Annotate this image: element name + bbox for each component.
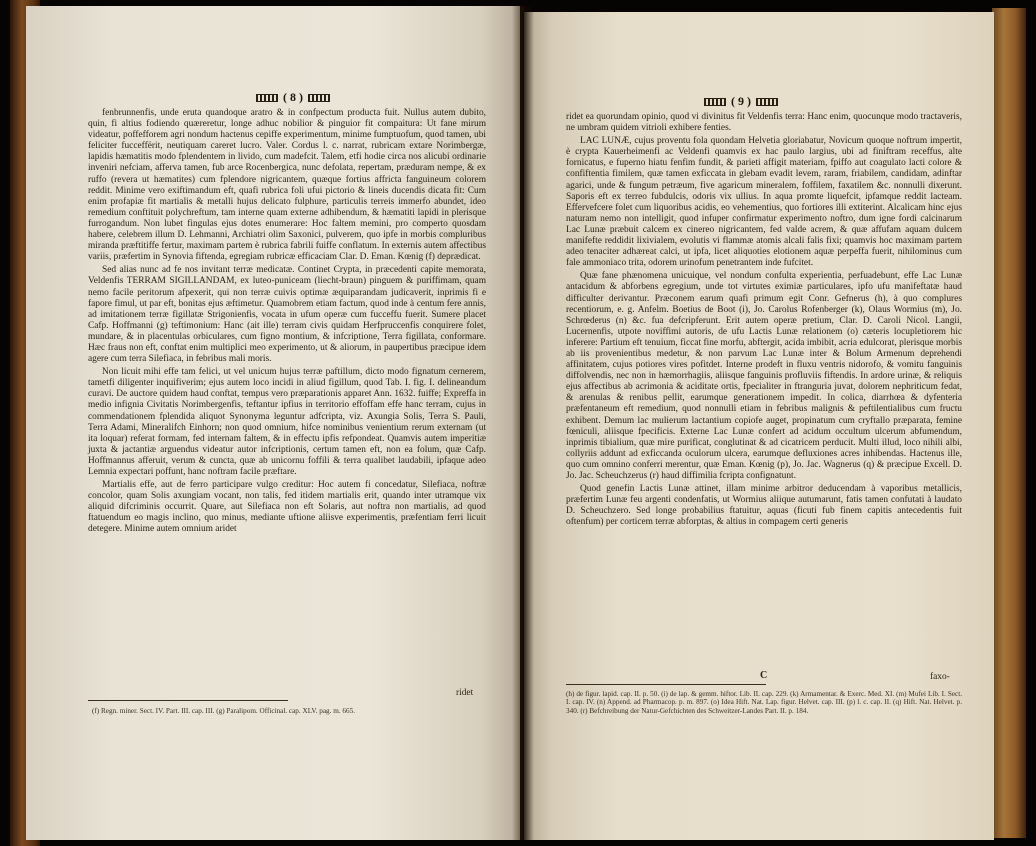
right-page-number: ( 9 ) [731,94,751,108]
ornament-icon [256,94,278,102]
right-page-body [566,112,962,684]
paragraph: fenbrunnenfis, unde eruta quandoque aratro & in confpectum producta fuit. Nullus autem dubito, quin, fi altius fodiendo quæreretur, longe adhuc nobilior & pinguior fit compaitura: Ut fane mirum videatur, poffefforem agri nondum hactenus cepiffe experimentum, minime fumptuofum, quod tamen, ubi feliciter fucceffërit, neutiquam careret lucro. Valer. Cordus l. c. narrat, rubricam extare Norimbergæ, lapidis hæmatitis modo fplendentem in livido, cum madefcit. Talem, etfi hodie circa nos alicubi ordinarie inveniri nefciam, afferva tamen, fub arce Rocenbergica, nunc defolata, repertam, præduram nempe, & ex ruffo (revera ut hæmatites) cum fplendore nigricantem, quæque fortius affricta fanguineum colorem reddit. Minime vero exiftimandum eft, quafi rubrica foli ufui pictorio & lineis ducendis dicata fit: Cum enim profapiæ fit martialis & metalli hujus delicato fulphure, particulis terreis immerfo abundet, ideo remedium conftituit polychreftum, tam interne quam externe adhibendum, & hæmatiti lapidi in plerisque furrogandum. Non lubet fingulas ejus dotes enumerare: Hoc faltem memini, pro comperto quosdam habere, celebrem illum D. Lehmanni, Archiatri olim Saxonici, pulverem, quo ipfe in morbis compluribus miranda præftitiffe fertur, maximam partem è rubrica fabrili fuiffe conflatum. In externis autem affectibus variis, præfertim in Synovia fiftenda, egregiam rubricæ efficaciam Clar. D. Eman. Kœnig (f) deprædicat. [88,108,486,263]
left-page-header [256,90,330,105]
left-page-body [88,108,486,698]
footnote-rule [566,684,766,685]
paragraph: Non licuit mihi effe tam felici, ut vel unicum hujus terræ paftillum, dicto modo fignatum cernerem, tametfi diligenter inquifiverim; ejus autem loco incidi in aliud figillum, quod Tab. I. fig. I. delineandum curavi. De auctore quidem haud conftat, tempus vero præparationis apparet Ann. 1632. fuiffe; Expreffa in medio infignia Civitatis Norimbergenfis, teftantur ipfius in territorio effoffam effe hanc terram, cujus in commendationem fplendida aliquot Synonyma leguntur adfcripta, viz. Axungia Solis, Terra S. Pauli, Terra Adami, Mineralifch Einhorn; non quod omnium, hifce nominibus venientium rerum externam (ut ita loquar) referat formam, fed internam faltem, & in effectu ipfis refpondeat. Quamvis autem imperitiæ juxta & jactantiæ arguendus videatur autor infcriptionis, certum tamen eft, non ea folum, quæ Cafp. Hoffmannus afferuit, verum & cuncta, quæ ab unicornu foffili & terra qualibet laudabili, ipfaque adeo Lemnia expectari poffunt, hanc noftram facile præftare. [88,367,486,477]
ornament-icon [756,98,778,106]
footnote-rule [88,700,288,701]
right-page-header [704,94,778,109]
right-cover-edge [992,8,1026,838]
paragraph: LAC LUNÆ, cujus proventu fola quondam Helvetia gloriabatur, Novicum quoque noftrum impertit, è crypta Kauerheimenfi ac Veldenfi quamvis ex hac paulo largius, ubi ad finiftram receffus, alte fornicatus, e fuperno hiatu fenfim fundit, & parieti affigit materiam, fpiffo aut coagulato lacti colore & confiftentia fimilem, quæ tamen exficcata in glebam evadit levem, raram, friabilem, candidam, adinftar agarici, unde & fungum petræum, five agaricum mineralem, foffilem, faxatilem &c. nonnulli dixerunt. Saporis eft ex terreo fubdulcis, odoris vix ullius. In aqua promte liquefcit, ipfamque reddit lacteam. Effervefcere folet cum liquoribus acidis, eo vehementius, quo fortiores illi extiterint. Alcalicam hinc ejus naturam nemo non intelligit, quod infuper confirmatur experimento noftro, dum igne fordi calcinarum Lac Lunæ præbuit calcem ex cinereo nigricantem, fed valde acrem, & quæ affufam aquam dulcem manifefte reddidit lixivialem, evolutis vi flammæ atomis alcali falis fixi; quamvis hoc maximam partem adeo tenaciter adhæreat calci, ut ipfa, licet aliquoties elotionem aquæ perpeffa fuerit, nihilominus cum fale ammoniaco trita, odorem urinofum penetrantem inde fufcitet. [566,136,962,269]
right-catchword: faxo- [930,672,950,682]
book-gutter-shadow [512,6,534,840]
paragraph: Quod genefin Lactis Lunæ attinet, illam minime arbitror deducendam à vaporibus metallicis, præfertim Lunæ feu argenti condenfatis, ut Wormius aliique autumarunt, fatis tamen confutati à laudato D. Scheuchzero. Sed longe probabilius ftatuitur, aquas (ficuti fub finem capitis antecedentis fuit oftenfum) per corticem terræ abforptas, & altius in compagem certi generis [566,484,962,528]
ornament-icon [704,98,726,106]
paragraph: ridet ea quorundam opinio, quod vi divinitus fit Veldenfis terra: Hanc enim, quocunque modo tractaveris, ne umbram quidem vitrioli exhibere fenties. [566,112,962,134]
paragraph: Sed alias nunc ad fe nos invitant terræ medicatæ. Continet Crypta, in præcedenti capite memorata, Veldenfis TERRAM SIGILLANDAM, ex luteo-puniceam (liecht-braun) pinguem & puriffimam, quam nemo facile peritorum afpexerit, qui non terræ cuivis optimæ æquiparandam judicaverit, inprimis fi e fapore fimul, ut par eft, bonitas ejus æftimetur. Quamobrem etiam factum, quod inde à centum fere annis, ad imitationem terræ figillatæ Strigonienfis, vocata in ufum operæ cum fucceffu fuerit. Sumere placet Cafp. Hoffmanni (g) teftimonium: Hanc (ait ille) terram civis quidam Herfpruccenfis conquirere folet, mundare, & in placentulas orbiculares, cum figno montium, & infcriptione, Terra figillata, conformare. Hæc fraus non eft, conftat enim multiplici meo experimento, ut & aliorum, in paupertibus præcipue idem agere cum terra Silefiaca, in febribus mali moris. [88,265,486,365]
signature-mark: C [760,670,768,681]
left-footnotes: (f) Regn. miner. Sect. IV. Part. III. cap. III. (g) Paralipom. Officinal. cap. XLV. pag. m. 665. [92,707,356,715]
paragraph: Martialis effe, aut de ferro participare vulgo creditur: Hoc autem fi concedatur, Silefiaca, noftræ concolor, quam Solis axungiam vocant, non talis, fed itidem martialis erit, quando inter utramque vix aliquid difcriminis occurrit. Quare, aut Silefiaca non eft Solaris, aut noftra non martialis, ad quod ftatuendum eo magis inclino, quo minus, mediante uftione aliisve experimentis, præfentiam ferri licuit detegere. Minime autem omnium aridet [88,480,486,535]
left-catchword: ridet [456,688,474,698]
ornament-icon [308,94,330,102]
right-footnotes: (h) de figur. lapid. cap. II. p. 50. (i) de lap. & gemm. hiftor. Lib. II. cap. 229. (k) Armamentar. & Exerc. Med. XI. (m) Mufei Lib. I. Sect. I. cap. IV. (n) Append. ad Pharmacop. p. m. 897. (o) Idea Hift. Nat. Lap. figur. Helvet. cap. III. (p) l. c. cap. II. (q) Hift. Nat. Helvet. p. 340. (r) Befchreibung der Natur-Gefchichten des Schweitzer-Landes Part. II. p. 184. [566,690,962,715]
paragraph: Quæ fane phænomena unicuique, vel nondum confulta experientia, perfuadebunt, effe Lac Lunæ antacidum & abforbens egregium, unde tot virtutes eximiæ particulares, ipfo ufu manifeftatæ haud difficulter derivantur. Præconem earum quafi primum egit Conr. Gefnerus (h), à quo complures recentiorum, e. g. Anfelm. Boetius de Boot (i), Jo. Carolus Rofenberger (k), Olaus Wormius (m), Jo. Schrœderus (n) &c. fua defcripferunt. Erit autem operæ pretium, Clar. D. Caroli Nicol. Langii, Lucernenfis, utpote noviffimi autoris, de ufu Lactis Lunæ relationem (o) cæteris locupletiorem hic inferere: Partium eft tenuium, ficcat fine morfu, abftergit, acida imbibit, acria edulcorat, plerisque morbis ab iis provenientibus medetur, & non parvum Lac Lunæ inter & Bolum Armenum deprehendi affinitatem, cujus potiores vires pofitdet. Interne prodeft in fluxu ventris nidorofo, & vomitu fanguinis diffolvendis, nec non in hæmorrhagiis, aliisque fanguinis profluviis fiftendis. In ardore urinæ, & reliquis ejus affectibus ab acrimonia & aciditate ortis, fpecialiter in ftranguria juvat, dolorem nephriticum fedat, & arenulas & renibus pellit, earumque generationem impedit. In colica, diarrhœa & dyfenteria præfentaneum eft remedium, quod nonnulli etiam in febribus malignis & peftilentialibus cum fructu exhibent. Demum lac mulierum lactantium copiofe auget, propinatum cum cryftallo præparata, femine fœniculi, aliisque fpecificis. Externe Lac Lunæ confert ad acidum occultum ulcerum abfumendum, inprimis tibialium, quæ mire purificat, conglutinat & ad cicatricem perducit. Multi illud, loco nihili albi, collyriis addunt ad exficcanda oculorum ulcera, earumque defluxiones acres inhibendas. Hactenus ille, quo cum omnino conferri merentur, quæ Eman. Kœnig (p), Jo. Jac. Wagnerus (q) & præcipue Excell. D. Jo. Jac. Scheuchzerus (r) haud diffimilia fcripta confignatunt. [566,271,962,481]
left-page-number: ( 8 ) [283,90,303,104]
